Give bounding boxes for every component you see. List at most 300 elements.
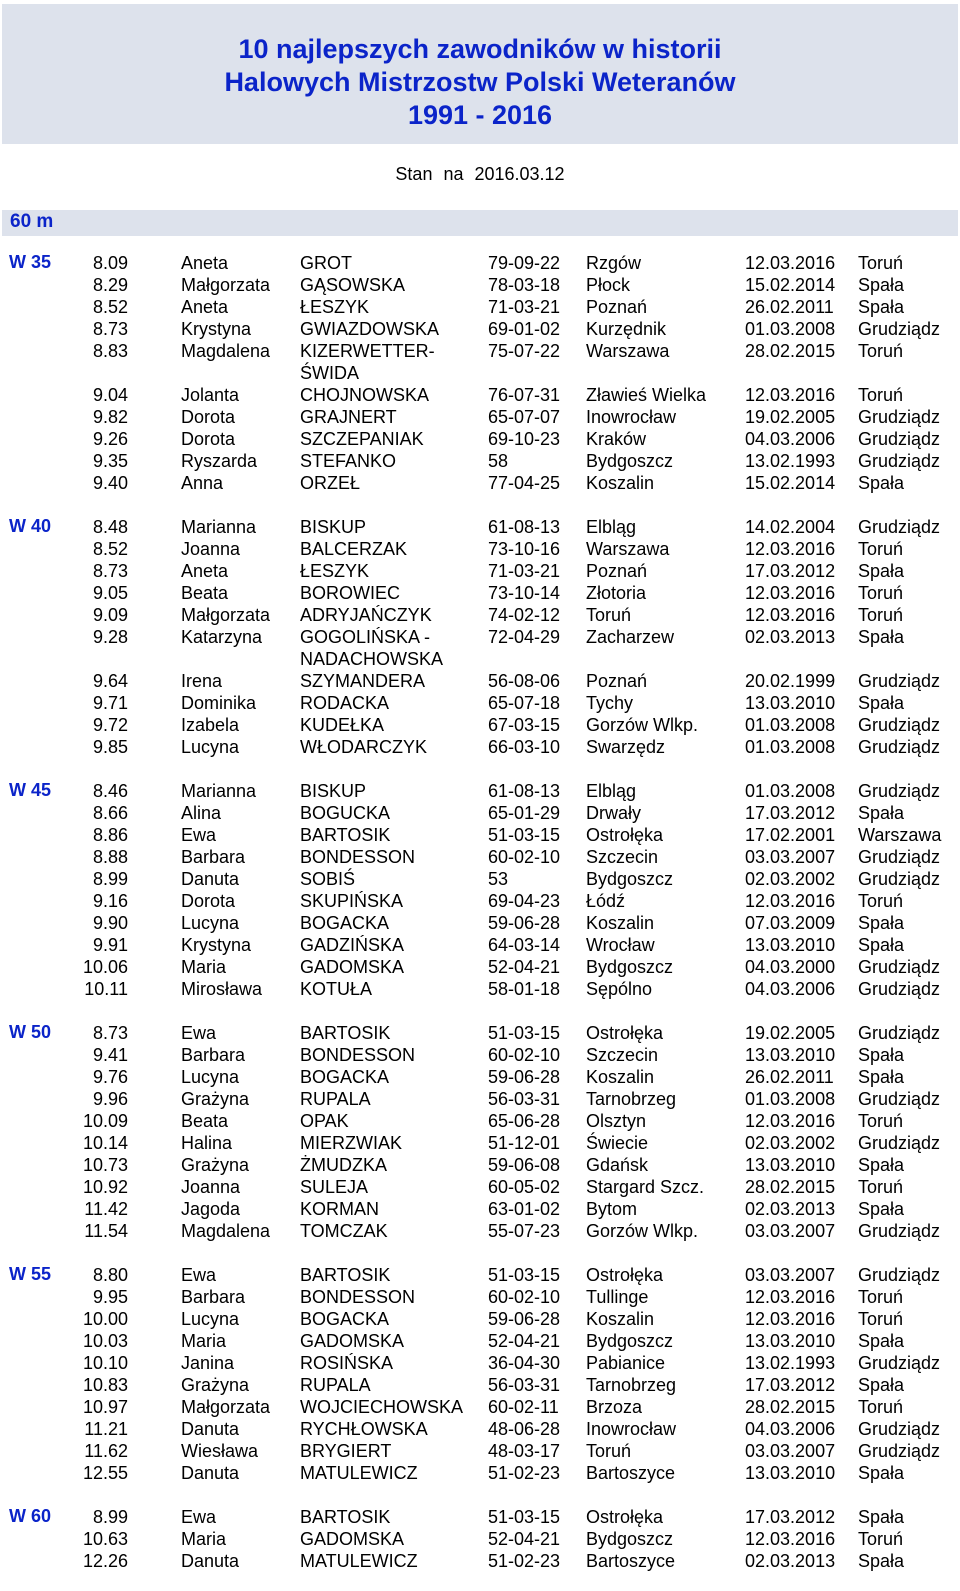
cell-city: Olsztyn <box>586 1111 647 1131</box>
cell-time: 8.73 <box>92 1023 128 1043</box>
cell-city: Bydgoszcz <box>586 1529 674 1549</box>
cell-last: BONDESSON <box>300 1287 416 1307</box>
cell-venue: Grudziądz <box>858 737 941 757</box>
result-row <box>0 1066 960 1088</box>
cell-last: SZCZEPANIAK <box>300 429 424 449</box>
cell-born: 64-03-14 <box>488 935 561 955</box>
cell-born: 65-07-18 <box>488 693 561 713</box>
cell-first: Grażyna <box>181 1375 250 1395</box>
cell-time: 9.04 <box>92 385 128 405</box>
cell-born: 77-04-25 <box>488 473 561 493</box>
cell-date: 04.03.2000 <box>745 957 836 977</box>
cell-last: ŁESZYK <box>300 297 370 317</box>
cell-date: 02.03.2002 <box>745 1133 836 1153</box>
cell-last: BOGACKA <box>300 1309 390 1329</box>
cell-time: 8.99 <box>92 1507 128 1527</box>
cell-born: 61-08-13 <box>488 517 561 537</box>
cell-born: 51-03-15 <box>488 1023 561 1043</box>
cell-venue: Grudziądz <box>858 715 941 735</box>
cell-first: Małgorzata <box>181 275 271 295</box>
cell-time: 9.71 <box>92 693 128 713</box>
category-label: W 45 <box>9 780 52 800</box>
cell-first: Lucyna <box>181 1067 240 1087</box>
cell-venue: Spała <box>858 1375 905 1395</box>
cell-venue: Grudziądz <box>858 847 941 867</box>
cell-venue: Spała <box>858 693 905 713</box>
cell-last: GADZIŃSKA <box>300 935 405 955</box>
cell-venue: Spała <box>858 1155 905 1175</box>
cell-first: Barbara <box>181 1287 246 1307</box>
cell-city: Tullinge <box>586 1287 649 1307</box>
cell-last: BOGACKA <box>300 913 390 933</box>
cell-first: Mirosława <box>181 979 263 999</box>
cell-first: Lucyna <box>181 737 240 757</box>
cell-city: Inowrocław <box>586 407 677 427</box>
cell-time: 11.42 <box>84 1199 128 1219</box>
cell-city: Koszalin <box>586 473 655 493</box>
cell-city: Bartoszyce <box>586 1551 676 1571</box>
cell-last: RUPALA <box>300 1089 371 1109</box>
result-row <box>0 1110 960 1132</box>
result-row <box>0 978 960 1000</box>
cell-venue: Spała <box>858 275 905 295</box>
cell-city: Bartoszyce <box>586 1463 676 1483</box>
cell-city: Rzgów <box>586 253 642 273</box>
cell-born: 65-06-28 <box>488 1111 561 1131</box>
result-row <box>0 1396 960 1418</box>
cell-born: 74-02-12 <box>488 605 561 625</box>
cell-born: 69-04-23 <box>488 891 561 911</box>
cell-born: 58-01-18 <box>488 979 561 999</box>
cell-date: 14.02.2004 <box>745 517 836 537</box>
category-label: W 35 <box>9 252 52 272</box>
cell-venue: Toruń <box>858 1287 904 1307</box>
cell-date: 04.03.2006 <box>745 979 836 999</box>
result-row <box>0 1198 960 1220</box>
cell-venue: Spała <box>858 1199 905 1219</box>
cell-city: Zacharzew <box>586 627 675 647</box>
result-row <box>0 1440 960 1462</box>
result-row <box>0 912 960 934</box>
result-row <box>0 1132 960 1154</box>
cell-time: 9.28 <box>92 627 128 647</box>
cell-first: Magdalena <box>181 1221 271 1241</box>
cell-first: Grażyna <box>181 1155 250 1175</box>
cell-first: Anna <box>181 473 224 493</box>
cell-last: BARTOSIK <box>300 1023 391 1043</box>
cell-first: Marianna <box>181 517 257 537</box>
cell-first: Marianna <box>181 781 257 801</box>
cell-last: KIZERWETTER- ŚWIDA <box>300 341 435 383</box>
cell-time: 8.48 <box>92 517 128 537</box>
cell-city: Koszalin <box>586 913 655 933</box>
cell-city: Szczecin <box>586 847 659 867</box>
cell-first: Ewa <box>181 1265 217 1285</box>
cell-first: Barbara <box>181 1045 246 1065</box>
cell-born: 60-02-10 <box>488 847 561 867</box>
cell-time: 8.99 <box>92 869 128 889</box>
cell-date: 17.03.2012 <box>745 561 836 581</box>
cell-date: 13.03.2010 <box>745 1045 836 1065</box>
cell-last: BOGUCKA <box>300 803 391 823</box>
cell-time: 10.06 <box>82 957 128 977</box>
cell-city: Ostrołęka <box>586 825 664 845</box>
cell-venue: Toruń <box>858 385 904 405</box>
cell-first: Dorota <box>181 429 236 449</box>
cell-city: Elbląg <box>586 517 637 537</box>
result-row <box>0 1264 960 1286</box>
cell-city: Tarnobrzeg <box>586 1089 677 1109</box>
cell-born: 60-02-10 <box>488 1045 561 1065</box>
result-row <box>0 1286 960 1308</box>
cell-born: 69-01-02 <box>488 319 561 339</box>
cell-born: 58 <box>488 451 509 471</box>
cell-first: Katarzyna <box>181 627 263 647</box>
cell-city: Gdańsk <box>586 1155 649 1175</box>
cell-last: MATULEWICZ <box>300 1463 418 1483</box>
cell-city: Sępólno <box>586 979 653 999</box>
cell-venue: Spała <box>858 473 905 493</box>
result-row <box>0 824 960 846</box>
cell-date: 20.02.1999 <box>745 671 836 691</box>
result-row <box>0 1220 960 1242</box>
cell-city: Płock <box>586 275 631 295</box>
cell-date: 28.02.2015 <box>745 1177 836 1197</box>
cell-date: 17.03.2012 <box>745 1375 836 1395</box>
cell-born: 52-04-21 <box>488 1529 561 1549</box>
cell-born: 71-03-21 <box>488 561 561 581</box>
cell-city: Złotoria <box>586 583 647 603</box>
cell-date: 13.03.2010 <box>745 693 836 713</box>
cell-city: Łódź <box>586 891 626 911</box>
category-label: W 55 <box>9 1264 52 1284</box>
cell-venue: Toruń <box>858 1111 904 1131</box>
result-row <box>0 406 960 428</box>
cell-date: 12.03.2016 <box>745 1287 836 1307</box>
cell-last: BOROWIEC <box>300 583 401 603</box>
cell-time: 9.90 <box>92 913 128 933</box>
cell-venue: Spała <box>858 1045 905 1065</box>
cell-date: 13.03.2010 <box>745 935 836 955</box>
cell-venue: Grudziądz <box>858 1265 941 1285</box>
cell-born: 52-04-21 <box>488 957 561 977</box>
cell-venue: Grudziądz <box>858 957 941 977</box>
result-row <box>0 428 960 450</box>
cell-date: 03.03.2007 <box>745 1441 836 1461</box>
cell-date: 02.03.2002 <box>745 869 836 889</box>
cell-born: 75-07-22 <box>488 341 561 361</box>
cell-city: Zławieś Wielka <box>586 385 707 405</box>
cell-time: 8.09 <box>92 253 128 273</box>
cell-date: 28.02.2015 <box>745 1397 836 1417</box>
cell-venue: Toruń <box>858 1309 904 1329</box>
cell-last: ROSIŃSKA <box>300 1353 394 1373</box>
cell-date: 12.03.2016 <box>745 385 836 405</box>
cell-first: Joanna <box>181 1177 241 1197</box>
cell-last: GROT <box>300 253 352 273</box>
cell-date: 19.02.2005 <box>745 1023 836 1043</box>
cell-date: 01.03.2008 <box>745 715 836 735</box>
cell-venue: Spała <box>858 1331 905 1351</box>
cell-last: MIERZWIAK <box>300 1133 402 1153</box>
result-row <box>0 1044 960 1066</box>
cell-date: 01.03.2008 <box>745 737 836 757</box>
cell-city: Koszalin <box>586 1067 655 1087</box>
cell-venue: Spała <box>858 803 905 823</box>
cell-born: 51-02-23 <box>488 1463 561 1483</box>
cell-venue: Toruń <box>858 253 904 273</box>
cell-last: BALCERZAK <box>300 539 408 559</box>
cell-city: Bydgoszcz <box>586 869 674 889</box>
cell-time: 9.85 <box>92 737 128 757</box>
cell-born: 59-06-28 <box>488 913 561 933</box>
cell-venue: Grudziądz <box>858 1023 941 1043</box>
cell-last: BRYGIERT <box>300 1441 392 1461</box>
cell-city: Toruń <box>586 1441 632 1461</box>
cell-date: 02.03.2013 <box>745 1551 836 1571</box>
cell-date: 13.03.2010 <box>745 1155 836 1175</box>
cell-time: 10.97 <box>82 1397 128 1417</box>
cell-city: Stargard Szcz. <box>586 1177 705 1197</box>
cell-venue: Grudziądz <box>858 1353 941 1373</box>
cell-time: 10.10 <box>82 1353 128 1373</box>
cell-born: 59-06-28 <box>488 1067 561 1087</box>
cell-city: Poznań <box>586 297 648 317</box>
cell-time: 8.80 <box>92 1265 128 1285</box>
result-row <box>0 318 960 340</box>
cell-date: 12.03.2016 <box>745 891 836 911</box>
cell-born: 67-03-15 <box>488 715 561 735</box>
cell-last: GOGOLIŃSKA - NADACHOWSKA <box>300 627 444 669</box>
cell-born: 56-08-06 <box>488 671 561 691</box>
cell-time: 10.00 <box>82 1309 128 1329</box>
cell-last: WOJCIECHOWSKA <box>300 1397 464 1417</box>
cell-time: 8.88 <box>92 847 128 867</box>
cell-first: Małgorzata <box>181 605 271 625</box>
cell-date: 03.03.2007 <box>745 1221 836 1241</box>
cell-city: Gorzów Wlkp. <box>586 715 699 735</box>
cell-time: 9.76 <box>92 1067 128 1087</box>
cell-first: Beata <box>181 1111 229 1131</box>
cell-last: BONDESSON <box>300 847 416 867</box>
result-row <box>0 582 960 604</box>
cell-venue: Grudziądz <box>858 1441 941 1461</box>
cell-first: Lucyna <box>181 913 240 933</box>
cell-time: 8.86 <box>92 825 128 845</box>
cell-date: 13.02.1993 <box>745 1353 836 1373</box>
cell-time: 9.40 <box>92 473 128 493</box>
cell-last: WŁODARCZYK <box>300 737 428 757</box>
cell-last: ORZEŁ <box>300 473 361 493</box>
status-date: Stan na 2016.03.12 <box>395 164 565 184</box>
cell-born: 48-06-28 <box>488 1419 561 1439</box>
cell-first: Aneta <box>181 297 229 317</box>
cell-first: Krystyna <box>181 319 252 339</box>
cell-city: Bydgoszcz <box>586 957 674 977</box>
result-row <box>0 296 960 318</box>
result-row <box>0 340 960 383</box>
cell-first: Magdalena <box>181 341 271 361</box>
cell-venue: Spała <box>858 627 905 647</box>
cell-date: 03.03.2007 <box>745 1265 836 1285</box>
cell-date: 03.03.2007 <box>745 847 836 867</box>
result-row <box>0 1506 960 1528</box>
cell-born: 65-01-29 <box>488 803 561 823</box>
cell-first: Ewa <box>181 1507 217 1527</box>
cell-date: 02.03.2013 <box>745 1199 836 1219</box>
cell-time: 9.41 <box>92 1045 128 1065</box>
cell-first: Ewa <box>181 1023 217 1043</box>
cell-time: 12.55 <box>82 1463 128 1483</box>
cell-city: Toruń <box>586 605 632 625</box>
cell-first: Janina <box>181 1353 235 1373</box>
cell-last: KUDEŁKA <box>300 715 385 735</box>
category-label: W 40 <box>9 516 52 536</box>
cell-date: 02.03.2013 <box>745 627 836 647</box>
cell-venue: Toruń <box>858 583 904 603</box>
cell-city: Wrocław <box>586 935 655 955</box>
cell-last: BONDESSON <box>300 1045 416 1065</box>
cell-last: GADOMSKA <box>300 957 405 977</box>
page-title-line-2: Halowych Mistrzostw Polski Weteranów <box>224 67 736 97</box>
cell-born: 51-12-01 <box>488 1133 561 1153</box>
result-row <box>0 472 960 494</box>
cell-first: Aneta <box>181 253 229 273</box>
cell-venue: Grudziądz <box>858 671 941 691</box>
cell-born: 53 <box>488 869 509 889</box>
result-row <box>0 1154 960 1176</box>
cell-date: 01.03.2008 <box>745 1089 836 1109</box>
result-row <box>0 934 960 956</box>
result-row <box>0 1022 960 1044</box>
cell-venue: Toruń <box>858 1529 904 1549</box>
cell-born: 51-03-15 <box>488 825 561 845</box>
cell-first: Halina <box>181 1133 233 1153</box>
result-row <box>0 538 960 560</box>
cell-first: Krystyna <box>181 935 252 955</box>
result-row <box>0 736 960 758</box>
cell-last: TOMCZAK <box>300 1221 388 1241</box>
result-row <box>0 450 960 472</box>
result-row <box>0 604 960 626</box>
cell-venue: Warszawa <box>858 825 942 845</box>
cell-first: Lucyna <box>181 1309 240 1329</box>
result-row <box>0 956 960 978</box>
cell-born: 51-02-23 <box>488 1551 561 1571</box>
cell-time: 9.95 <box>92 1287 128 1307</box>
result-row <box>0 890 960 912</box>
cell-born: 63-01-02 <box>488 1199 561 1219</box>
cell-time: 8.29 <box>92 275 128 295</box>
cell-date: 04.03.2006 <box>745 1419 836 1439</box>
cell-born: 73-10-16 <box>488 539 561 559</box>
cell-last: BISKUP <box>300 781 367 801</box>
cell-venue: Grudziądz <box>858 429 941 449</box>
cell-first: Alina <box>181 803 222 823</box>
cell-city: Gorzów Wlkp. <box>586 1221 699 1241</box>
cell-time: 10.14 <box>82 1133 128 1153</box>
cell-venue: Grudziądz <box>858 1221 941 1241</box>
cell-born: 79-09-22 <box>488 253 561 273</box>
cell-first: Maria <box>181 957 227 977</box>
cell-city: Poznań <box>586 671 648 691</box>
cell-last: GADOMSKA <box>300 1331 405 1351</box>
cell-born: 55-07-23 <box>488 1221 561 1241</box>
cell-time: 8.46 <box>92 781 128 801</box>
cell-city: Ostrołęka <box>586 1265 664 1285</box>
result-row <box>0 780 960 802</box>
cell-date: 15.02.2014 <box>745 473 836 493</box>
cell-last: SZYMANDERA <box>300 671 426 691</box>
result-row <box>0 846 960 868</box>
cell-date: 12.03.2016 <box>745 1111 836 1131</box>
cell-venue: Toruń <box>858 1177 904 1197</box>
result-row <box>0 1550 960 1572</box>
cell-city: Drwały <box>586 803 642 823</box>
cell-date: 12.03.2016 <box>745 253 836 273</box>
cell-date: 13.03.2010 <box>745 1463 836 1483</box>
category-label: W 50 <box>9 1022 52 1042</box>
cell-time: 9.64 <box>92 671 128 691</box>
cell-time: 9.72 <box>92 715 128 735</box>
cell-date: 01.03.2008 <box>745 319 836 339</box>
cell-born: 69-10-23 <box>488 429 561 449</box>
cell-city: Kurzędnik <box>586 319 667 339</box>
cell-last: BOGACKA <box>300 1067 390 1087</box>
cell-date: 07.03.2009 <box>745 913 836 933</box>
cell-venue: Grudziądz <box>858 979 941 999</box>
cell-last: GWIAZDOWSKA <box>300 319 439 339</box>
cell-venue: Spała <box>858 935 905 955</box>
cell-time: 10.73 <box>82 1155 128 1175</box>
cell-time: 8.73 <box>92 561 128 581</box>
cell-born: 60-05-02 <box>488 1177 561 1197</box>
result-row <box>0 516 960 538</box>
cell-date: 15.02.2014 <box>745 275 836 295</box>
result-row <box>0 1462 960 1484</box>
result-row <box>0 802 960 824</box>
page-title-years: 1991 - 2016 <box>407 100 553 130</box>
cell-first: Danuta <box>181 1419 240 1439</box>
cell-venue: Spała <box>858 297 905 317</box>
cell-city: Kraków <box>586 429 647 449</box>
cell-last: BARTOSIK <box>300 1265 391 1285</box>
result-row <box>0 1176 960 1198</box>
cell-date: 13.02.1993 <box>745 451 836 471</box>
cell-city: Koszalin <box>586 1309 655 1329</box>
cell-first: Joanna <box>181 539 241 559</box>
cell-last: SKUPIŃSKA <box>300 891 404 911</box>
cell-last: OPAK <box>300 1111 349 1131</box>
cell-venue: Spała <box>858 1507 905 1527</box>
result-row <box>0 714 960 736</box>
cell-date: 12.03.2016 <box>745 1529 836 1549</box>
cell-date: 12.03.2016 <box>745 605 836 625</box>
cell-city: Świecie <box>586 1133 649 1153</box>
cell-first: Małgorzata <box>181 1397 271 1417</box>
cell-first: Danuta <box>181 1463 240 1483</box>
cell-last: SOBIŚ <box>300 869 356 889</box>
cell-venue: Toruń <box>858 605 904 625</box>
cell-born: 61-08-13 <box>488 781 561 801</box>
cell-born: 59-06-08 <box>488 1155 561 1175</box>
cell-city: Pabianice <box>586 1353 666 1373</box>
cell-date: 13.03.2010 <box>745 1331 836 1351</box>
cell-venue: Toruń <box>858 539 904 559</box>
cell-first: Danuta <box>181 869 240 889</box>
cell-born: 65-07-07 <box>488 407 561 427</box>
cell-first: Ryszarda <box>181 451 258 471</box>
